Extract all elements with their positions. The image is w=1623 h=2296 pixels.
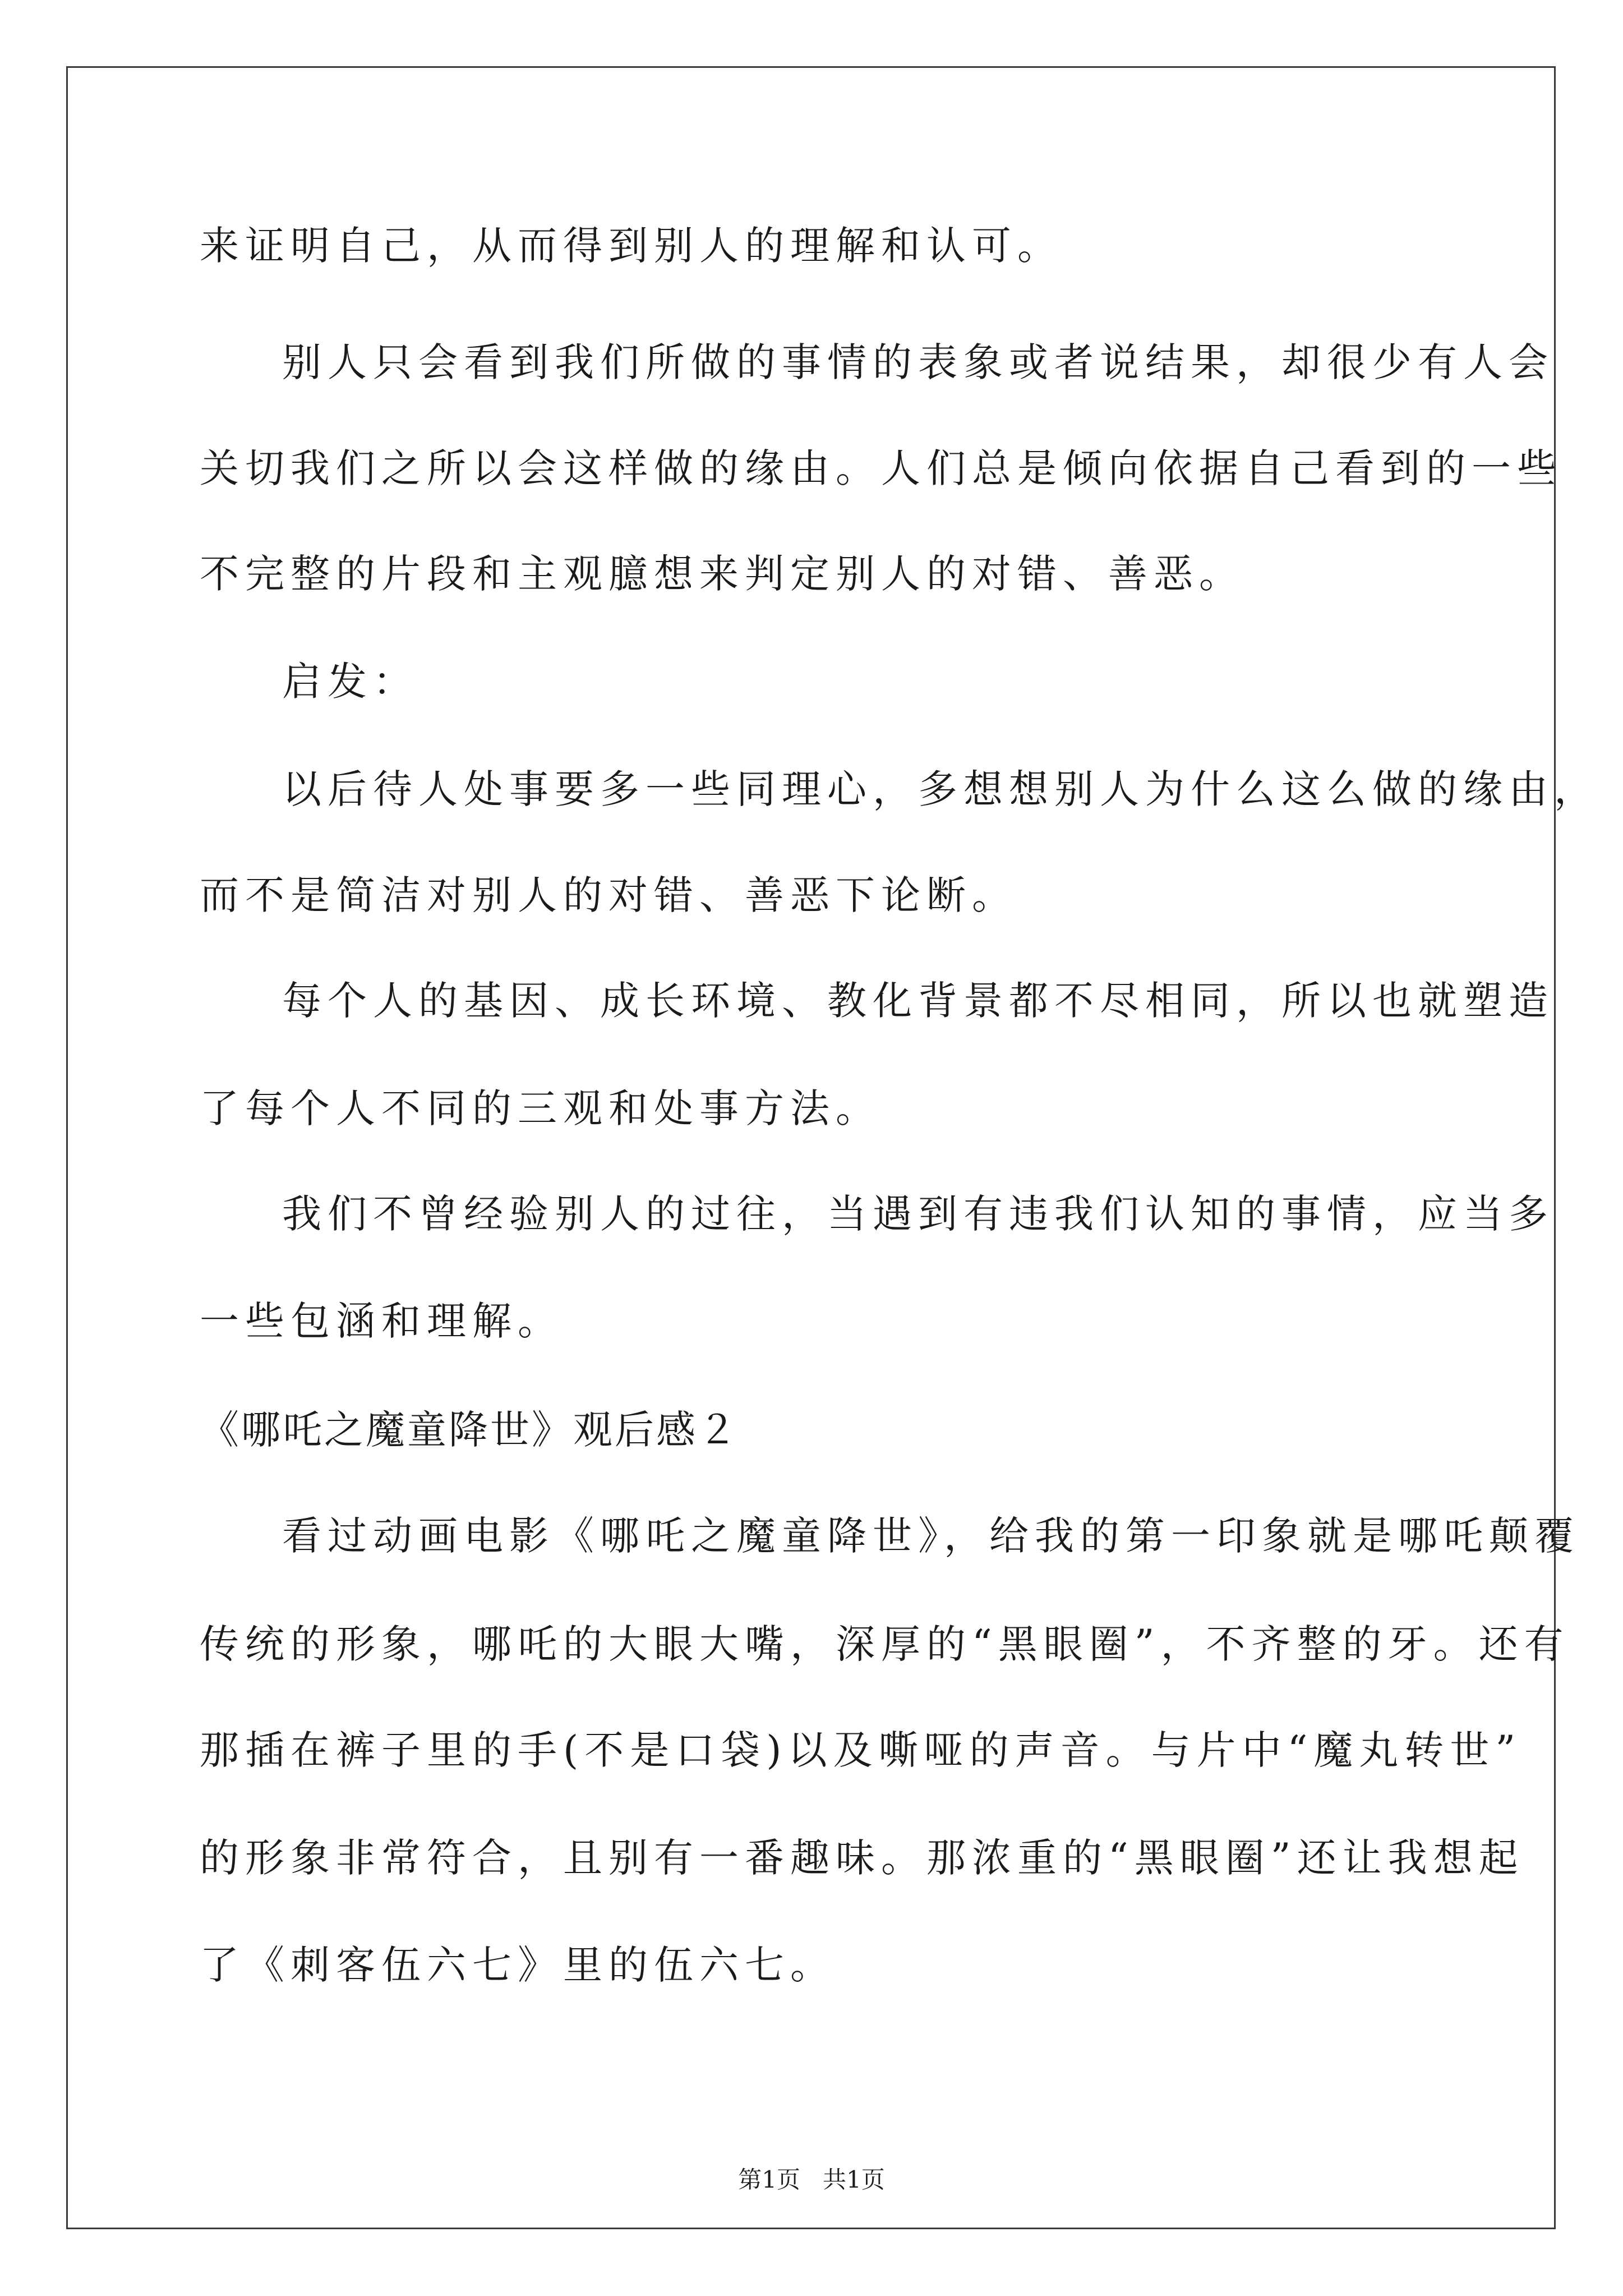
paragraph-first-line: 我们不曾经验别人的过往，当遇到有违我们认知的事情，应当多	[282, 1191, 1554, 1237]
text-line: 了《刺客伍六七》里的伍六七。	[200, 1942, 836, 1988]
text-line: 而不是简洁对别人的对错、善恶下论断。	[200, 872, 1017, 918]
page-border	[66, 66, 1556, 2229]
paragraph-first-line: 每个人的基因、成长环境、教化背景都不尽相同，所以也就塑造	[282, 978, 1554, 1024]
text-line: 了每个人不同的三观和处事方法。	[200, 1085, 881, 1131]
text-line: 那插在裤子里的手(不是口袋)以及嘶哑的声音。与片中“魔丸转世”	[200, 1727, 1522, 1773]
text-line: 不完整的片段和主观臆想来判定别人的对错、善恶。	[200, 551, 1244, 597]
text-line: 关切我们之所以会这样做的缘由。人们总是倾向依据自己看到的一些	[200, 445, 1562, 491]
section-title: 《哪吒之魔童降世》观后感２	[200, 1407, 739, 1453]
text-line: 的形象非常符合，且别有一番趣味。那浓重的“黑眼圈”还让我想起	[200, 1835, 1524, 1881]
text-line: 一些包涵和理解。	[200, 1298, 563, 1344]
paragraph-first-line: 别人只会看到我们所做的事情的表象或者说结果，却很少有人会	[282, 339, 1554, 385]
text-line: 传统的形象，哪吒的大眼大嘴，深厚的“黑眼圈”，不齐整的牙。还有	[200, 1621, 1570, 1667]
paragraph-first-line: 看过动画电影《哪吒之魔童降世》，给我的第一印象就是哪吒颠覆	[282, 1513, 1580, 1559]
paragraph-first-line: 以后待人处事要多一些同理心，多想想别人为什么这么做的缘由，	[282, 766, 1599, 812]
page-number-footer: 第1页 共1页	[738, 2166, 885, 2193]
text-line: 来证明自己，从而得到别人的理解和认可。	[200, 223, 1063, 269]
section-label: 启发：	[282, 659, 418, 705]
